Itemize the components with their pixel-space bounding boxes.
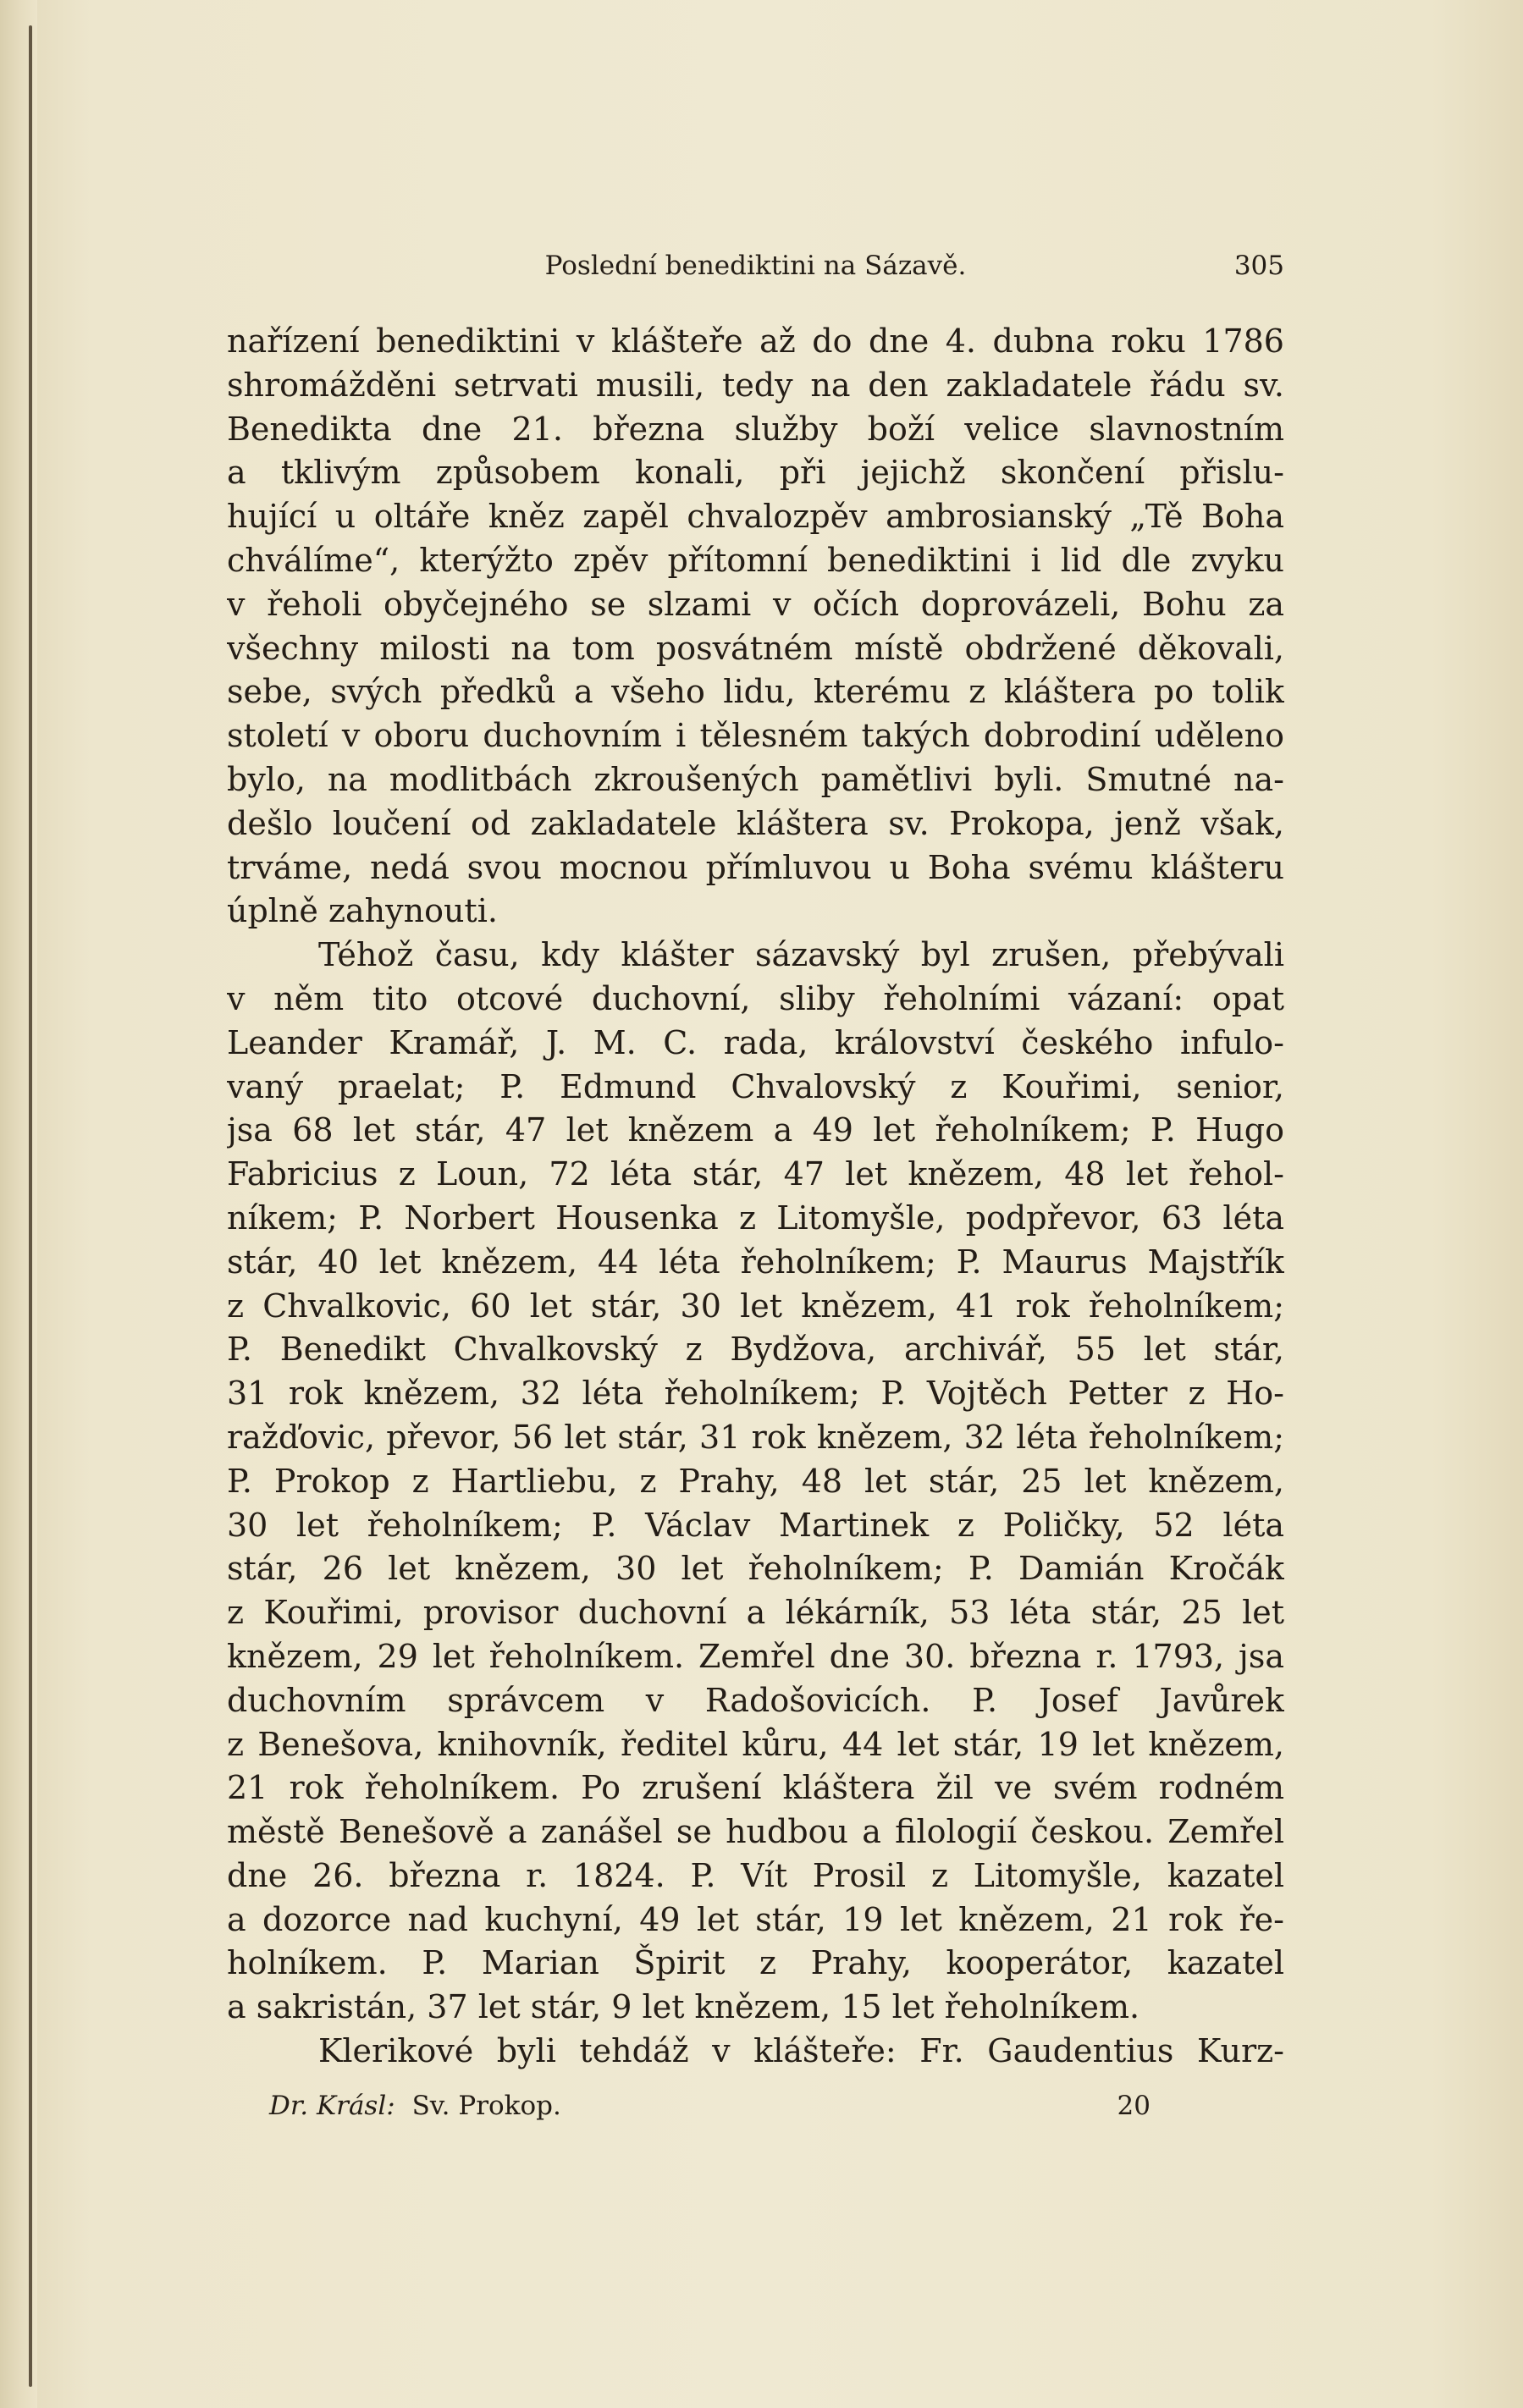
text-line: z Benešova, knihovník, ředitel kůru, 44 let stár, 19 let knězem, (227, 1725, 1284, 1763)
text-line: úplně zahynouti. (227, 892, 498, 930)
text-line: dne 26. března r. 1824. P. Vít Prosil z Litomyšle, kazatel (227, 1856, 1284, 1894)
text-line: městě Benešově a zanášel se hudbou a filologií českou. Zemřel (227, 1813, 1284, 1851)
text-line: Fabricius z Loun, 72 léta stár, 47 let knězem, 48 let řehol- (227, 1155, 1284, 1193)
text-line: stár, 40 let knězem, 44 léta řeholníkem; P. Maurus Majstřík (227, 1243, 1284, 1281)
text-line: z Chvalkovic, 60 let stár, 30 let knězem, 41 rok řeholníkem; (227, 1287, 1284, 1325)
text-line: holníkem. P. Marian Špirit z Prahy, kooperátor, kazatel (227, 1944, 1284, 1982)
text-line: Téhož času, kdy klášter sázavský byl zrušen, přebývali (318, 936, 1284, 974)
text-line: duchovním správcem v Radošovicích. P. Josef Javůrek (227, 1681, 1284, 1719)
text-line: ražďovic, převor, 56 let stár, 31 rok knězem, 32 léta řeholníkem; (227, 1418, 1284, 1456)
running-head (227, 251, 1284, 284)
signature-mark: 20 (1117, 2091, 1151, 2121)
footer-book: Sv. Prokop. (411, 2091, 561, 2121)
text-line: z Kouřimi, provisor duchovní a lékárník, 53 léta stár, 25 let (227, 1594, 1284, 1632)
text-line: P. Benedikt Chvalkovský z Bydžova, archivář, 55 let stár, (227, 1331, 1284, 1369)
text-line: hující u oltáře kněz zapěl chvalozpěv ambrosianský „Tě Boha (227, 498, 1284, 536)
text-line: 21 rok řeholníkem. Po zrušení kláštera žil ve svém rodném (227, 1769, 1284, 1807)
text-line: 31 rok knězem, 32 léta řeholníkem; P. Vojtěch Petter z Ho- (227, 1375, 1284, 1413)
text-line: všechny milosti na tom posvátném místě obdržené děkovali, (227, 629, 1284, 667)
body-text (227, 320, 1284, 2074)
text-line: knězem, 29 let řeholníkem. Zemřel dne 30. března r. 1793, jsa (227, 1637, 1284, 1675)
footer-author: Dr. Krásl: (269, 2091, 395, 2121)
text-line: a dozorce nad kuchyní, 49 let stár, 19 let knězem, 21 rok ře- (227, 1900, 1284, 1938)
text-line: shromážděni setrvati musili, tedy na den zakladatele řádu sv. (227, 366, 1284, 404)
text-line: nařízení benediktini v klášteře až do dne 4. dubna roku 1786 (227, 322, 1284, 360)
text-line: v něm tito otcové duchovní, sliby řeholními vázaní: opat (227, 979, 1284, 1017)
text-line: a sakristán, 37 let stár, 9 let knězem, 15 let řeholníkem. (227, 1988, 1140, 2026)
text-line: chválíme“, kterýžto zpěv přítomní benediktini i lid dle zvyku (227, 541, 1284, 579)
binding-edge-line (29, 25, 32, 2387)
running-title: Poslední benediktini na Sázavě. (544, 251, 967, 281)
text-line: sebe, svých předků a všeho lidu, kterému z kláštera po tolik (227, 673, 1284, 711)
text-line: a tklivým způsobem konali, při jejichž skončení přislu- (227, 454, 1284, 492)
text-line: jsa 68 let stár, 47 let knězem a 49 let řeholníkem; P. Hugo (227, 1111, 1284, 1149)
text-line: Klerikové byli tehdáž v klášteře: Fr. Gaudentius Kurz- (318, 2032, 1284, 2070)
text-line: století v oboru duchovním i tělesném takých dobrodiní uděleno (227, 717, 1284, 755)
text-line: dešlo loučení od zakladatele kláštera sv. Prokopa, jenž však, (227, 804, 1284, 842)
text-line: trváme, nedá svou mocnou přímluvou u Boha svému klášteru (227, 848, 1284, 886)
text-line: Benedikta dne 21. března služby boží velice slavnostním (227, 410, 1284, 448)
text-line: stár, 26 let knězem, 30 let řeholníkem; P. Damián Kročák (227, 1550, 1284, 1588)
text-line: vaný praelat; P. Edmund Chvalovský z Kouřimi, senior, (227, 1067, 1284, 1105)
text-line: P. Prokop z Hartliebu, z Prahy, 48 let stár, 25 let knězem, (227, 1462, 1284, 1500)
text-line: Leander Kramář, J. M. C. rada, království českého infulo- (227, 1023, 1284, 1061)
text-line: v řeholi obyčejného se slzami v očích doprovázeli, Bohu za (227, 585, 1284, 623)
page-number: 305 (1233, 251, 1284, 281)
text-line: 30 let řeholníkem; P. Václav Martinek z Poličky, 52 léta (227, 1506, 1284, 1544)
text-line: bylo, na modlitbách zkroušených pamětlivi byli. Smutné na- (227, 760, 1284, 798)
page-footer (269, 2091, 1151, 2124)
text-line: níkem; P. Norbert Housenka z Litomyšle, podpřevor, 63 léta (227, 1198, 1284, 1237)
